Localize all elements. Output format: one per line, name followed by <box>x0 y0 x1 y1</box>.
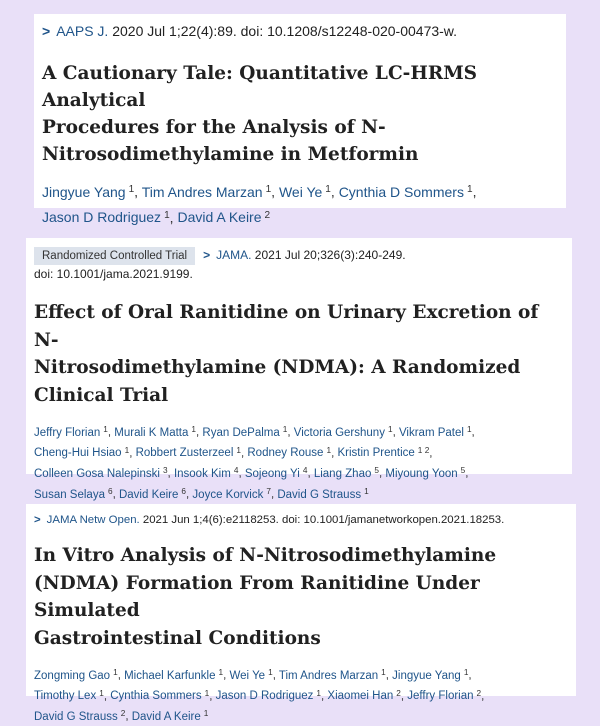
author-line: Cheng-Hui Hsiao $^1$, Robbert Zusterzeel $^1$, Rodney Rouse $^1$, Kristin Prentice $^{1 2}$, <box>34 445 433 460</box>
author-entry <box>229 670 272 682</box>
affiliation-number[interactable]: 2 <box>476 688 482 698</box>
affiliation-number[interactable]: 1 <box>128 184 135 195</box>
doi-line: doi: 10.1001/jama.2021.9199. <box>34 267 193 281</box>
affiliation-number[interactable]: 1 <box>103 425 108 434</box>
citation-details: 2020 Jul 1;22(4):89. doi: 10.1208/s12248-020-00473-w. <box>108 23 458 39</box>
author-entry <box>42 209 170 225</box>
author-link[interactable]: Xiaomei Han <box>327 690 394 703</box>
affiliation-number[interactable]: 1 <box>124 445 130 455</box>
affiliation-number[interactable]: 6 <box>107 487 113 497</box>
affiliation-number[interactable]: 7 <box>266 487 271 497</box>
journal-link[interactable]: AAPS J. <box>56 23 109 39</box>
author-entry <box>132 711 209 723</box>
title-line: In Vitro Analysis of N-Nitrosodimethylamine <box>34 545 497 566</box>
author-line: Susan Selaya $^6$, David Keire $^6$, Joyce Korvick $^7$, David G Strauss $^1$ <box>34 487 369 501</box>
author-link[interactable]: David Keire <box>118 488 179 501</box>
citation-line <box>34 246 564 265</box>
author-entry <box>216 690 321 702</box>
affiliation-number[interactable]: 1 <box>364 487 369 497</box>
author-link[interactable]: Tim Andres Marzan <box>278 669 379 682</box>
author-link[interactable]: Jingyue Yang <box>392 669 461 682</box>
affiliation-number[interactable]: 1 <box>236 445 241 455</box>
author-link[interactable]: Insook Kim <box>173 468 231 481</box>
author-link[interactable]: Jason D Rodriguez <box>215 690 314 703</box>
title-line: Procedures for the Analysis of N- <box>42 117 386 138</box>
author-entry <box>174 468 239 480</box>
author-link[interactable]: Vikram Patel <box>398 426 464 439</box>
affiliation-number[interactable]: 1 <box>204 688 210 698</box>
author-entry <box>399 427 472 439</box>
author-entry <box>314 468 379 480</box>
title-line: Nitrosodimethylamine in Metformin <box>42 144 419 165</box>
article-card-1 <box>34 14 566 226</box>
author-link[interactable]: Ryan DePalma <box>202 426 280 439</box>
author-link[interactable]: David G Strauss <box>34 711 118 724</box>
author-link[interactable]: Susan Selaya <box>34 488 105 501</box>
article-card-3 <box>26 504 576 724</box>
author-entry <box>34 427 108 439</box>
author-link[interactable]: Sojeong Yi <box>244 468 300 481</box>
affiliation-number[interactable]: 1 <box>99 688 104 698</box>
author-entry <box>119 489 186 501</box>
affiliation-number[interactable]: 2 <box>396 688 401 698</box>
author-entry <box>142 184 271 200</box>
author-link[interactable]: Miyoung Yoon <box>385 468 458 481</box>
affiliation-number[interactable]: 1 <box>325 184 331 195</box>
article-title[interactable] <box>42 60 558 168</box>
affiliation-number[interactable]: 1 <box>191 425 197 434</box>
author-entry <box>124 670 223 682</box>
chevron-right-icon[interactable]: > <box>42 23 51 39</box>
author-link[interactable]: Colleen Gosa Nalepinski <box>34 468 160 481</box>
author-entry <box>192 489 271 501</box>
affiliation-number[interactable]: 1 <box>113 668 118 677</box>
author-line: Zongming Gao $^1$, Michael Karfunkle $^1$, Wei Ye $^1$, Tim Andres Marzan $^1$, Jingyue Yang $^1$, <box>34 668 472 682</box>
affiliation-number[interactable]: 1 <box>463 668 469 677</box>
affiliation-number[interactable]: 1 <box>268 668 273 677</box>
author-list <box>34 664 568 726</box>
affiliation-number[interactable]: 4 <box>302 466 308 476</box>
author-entry <box>42 184 134 200</box>
author-link[interactable]: Jason D Rodriguez <box>42 209 162 226</box>
author-list <box>34 421 564 504</box>
chevron-right-icon[interactable]: > <box>34 514 41 526</box>
author-link[interactable]: Jeffry Florian <box>407 690 474 703</box>
author-line: Jingyue Yang $^1$, Tim Andres Marzan $^1$, Wei Ye $^1$, Cynthia D Sommers $^1$, <box>42 183 477 200</box>
author-entry <box>34 690 104 702</box>
author-link[interactable]: David G Strauss <box>277 488 362 501</box>
author-link[interactable]: Kristin Prentice <box>337 447 415 460</box>
author-link[interactable]: David A Keire <box>177 209 262 226</box>
author-entry <box>337 447 429 459</box>
author-link[interactable]: Wei Ye <box>278 183 323 200</box>
title-line: (NDMA) Formation From Ranitidine Under Simulated <box>34 572 480 621</box>
affiliation-number[interactable]: 2 <box>264 209 271 221</box>
author-link[interactable]: Rodney Rouse <box>247 447 324 460</box>
affiliation-number[interactable]: 1 2 <box>417 445 430 455</box>
author-link[interactable]: Tim Andres Marzan <box>141 183 263 200</box>
affiliation-number[interactable]: 1 <box>381 668 386 677</box>
author-entry <box>407 690 481 702</box>
affiliation-number[interactable]: 6 <box>181 487 187 497</box>
author-link[interactable]: Robbert Zusterzeel <box>135 447 234 460</box>
author-link[interactable]: Victoria Gershuny <box>293 426 385 439</box>
citation-details: 2021 Jun 1;4(6):e2118253. doi: 10.1001/jamanetworkopen.2021.18253. <box>139 514 505 526</box>
affiliation-number[interactable]: 3 <box>162 466 168 476</box>
author-entry <box>392 670 468 682</box>
author-line: Jason D Rodriguez $^1$, David A Keire $^2$ <box>42 209 271 226</box>
author-link[interactable]: Cynthia Sommers <box>110 690 202 703</box>
author-link[interactable]: Joyce Korvick <box>192 488 264 501</box>
author-entry <box>34 468 168 480</box>
affiliation-number[interactable]: 4 <box>233 466 239 476</box>
affiliation-number[interactable]: 1 <box>466 425 472 434</box>
author-entry <box>385 468 465 480</box>
affiliation-number[interactable]: 1 <box>466 184 473 195</box>
author-entry <box>294 427 393 439</box>
author-entry <box>202 427 287 439</box>
affiliation-number[interactable]: 5 <box>460 466 466 476</box>
author-entry <box>136 447 241 459</box>
author-link[interactable]: Liang Zhao <box>313 468 372 481</box>
author-link[interactable]: Michael Karfunkle <box>124 669 216 682</box>
author-line: Jeffry Florian $^1$, Murali K Matta $^1$, Ryan DePalma $^1$, Victoria Gershuny $^1$, Vikram Patel $^1$, <box>34 425 475 439</box>
affiliation-number[interactable]: 1 <box>316 688 322 698</box>
author-entry <box>110 690 209 702</box>
author-line: David G Strauss $^2$, David A Keire $^1$ <box>34 709 209 724</box>
affiliation-number[interactable]: 2 <box>120 709 126 719</box>
affiliation-number[interactable]: 1 <box>282 425 288 434</box>
author-entry <box>114 427 196 439</box>
affiliation-number[interactable]: 1 <box>218 668 224 677</box>
title-line: Effect of Oral Ranitidine on Urinary Excretion of N- <box>34 302 539 351</box>
title-line: A Cautionary Tale: Quantitative LC-HRMS Analytical <box>42 63 478 111</box>
author-link[interactable]: Timothy Lex <box>34 690 97 703</box>
author-link[interactable]: Jeffry Florian <box>34 426 101 439</box>
author-link[interactable]: Zongming Gao <box>34 669 111 682</box>
author-link[interactable]: Cynthia D Sommers <box>338 183 464 200</box>
affiliation-number[interactable]: 1 <box>164 209 170 221</box>
author-entry <box>339 184 473 200</box>
title-line: Clinical Trial <box>34 384 169 406</box>
author-entry <box>327 690 400 702</box>
author-entry <box>277 489 368 501</box>
author-link[interactable]: Wei Ye <box>229 669 266 682</box>
author-entry <box>247 447 331 459</box>
article-card-2 <box>26 238 572 501</box>
author-list <box>42 178 558 229</box>
citation-details: 2021 Jul 20;326(3):240-249. <box>251 248 406 262</box>
author-link[interactable]: David A Keire <box>131 711 201 724</box>
author-line: Timothy Lex $^1$, Cynthia Sommers $^1$, Jason D Rodriguez $^1$, Xiaomei Han $^2$, Jeffry Florian $^2$, <box>34 688 485 703</box>
author-link[interactable]: Cheng-Hui Hsiao <box>34 447 122 460</box>
citation-line <box>34 512 568 528</box>
author-entry <box>34 670 118 682</box>
author-link[interactable]: Murali K Matta <box>114 426 189 439</box>
author-entry <box>34 711 125 723</box>
author-line: Colleen Gosa Nalepinski $^3$, Insook Kim $^4$, Sojeong Yi $^4$, Liang Zhao $^5$, Miyoung Yoon $^5$, <box>34 466 469 481</box>
article-title[interactable] <box>34 542 568 652</box>
author-entry <box>279 184 331 200</box>
author-entry <box>34 447 129 459</box>
author-entry <box>245 468 308 480</box>
author-link[interactable]: Jingyue Yang <box>42 183 126 200</box>
publication-type-badge: Randomized Controlled Trial <box>34 247 195 265</box>
affiliation-number[interactable]: 1 <box>265 184 272 195</box>
journal-link[interactable]: JAMA. <box>216 248 252 262</box>
affiliation-number[interactable]: 5 <box>374 466 379 476</box>
journal-link[interactable]: JAMA Netw Open. <box>46 514 140 526</box>
affiliation-number[interactable]: 1 <box>387 425 393 434</box>
author-entry <box>177 209 270 225</box>
title-line: Nitrosodimethylamine (NDMA): A Randomized <box>34 357 521 378</box>
chevron-right-icon[interactable]: > <box>203 248 211 262</box>
affiliation-number[interactable]: 1 <box>326 445 332 455</box>
affiliation-number[interactable]: 1 <box>203 709 209 719</box>
citation-line <box>42 22 558 40</box>
title-line: Gastrointestinal Conditions <box>34 627 321 649</box>
author-entry <box>279 670 386 682</box>
article-title[interactable] <box>34 299 564 409</box>
author-entry <box>34 489 113 501</box>
